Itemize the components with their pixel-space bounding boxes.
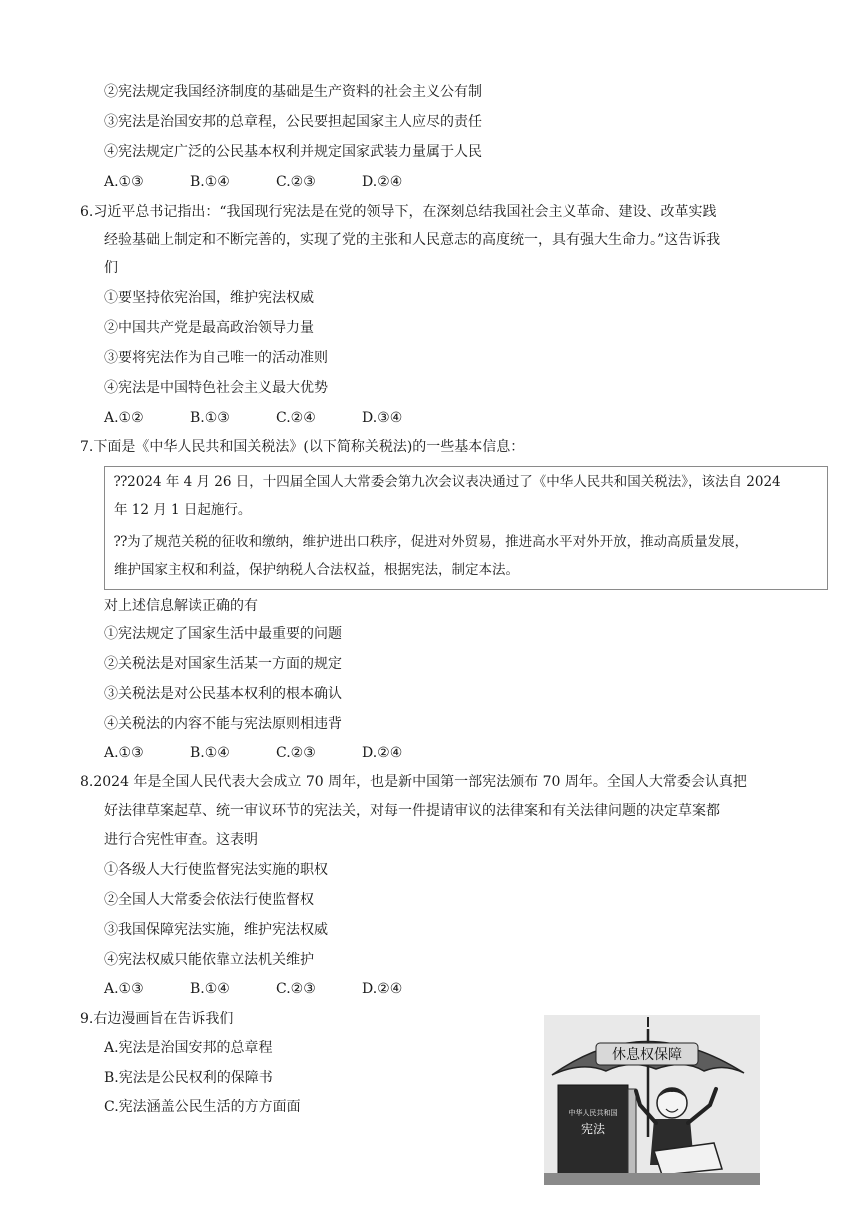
cartoon-drawing — [544, 1015, 760, 1185]
q5-statement-3: ③宪法是治国安邦的总章程，公民要担起国家主人应尽的责任 — [104, 114, 482, 130]
desk — [544, 1173, 760, 1185]
q8-option-a: A.①③ — [104, 981, 144, 997]
q8-stem-line-1: 8.2024 年是全国人民代表大会成立 70 周年，也是新中国第一部宪法颁布 70 周年。全国人大常委会认真把 — [80, 774, 747, 790]
q7-option-a: A.①③ — [104, 745, 144, 761]
q9-option-b: B.宪法是公民权利的保障书 — [104, 1070, 273, 1086]
q8-stem-line-2: 好法律草案起草、统一审议环节的宪法关，对每一件提请审议的法律案和有关法律问题的决定草案都 — [104, 803, 720, 819]
cartoon-illustration — [544, 1015, 760, 1185]
q5-options — [104, 172, 402, 192]
q7-box-line-2: 年 12 月 1 日起施行。 — [114, 502, 252, 518]
q8-option-c: C.②③ — [276, 981, 316, 997]
q7-question: 对上述信息解读正确的有 — [104, 598, 258, 614]
q7-statement-3: ③关税法是对公民基本权利的根本确认 — [104, 686, 342, 702]
q6-option-a: A.①② — [104, 410, 144, 426]
q5-statement-4: ④宪法规定广泛的公民基本权利并规定国家武装力量属于人民 — [104, 144, 482, 160]
person-head — [657, 1088, 687, 1118]
q8-statement-3: ③我国保障宪法实施，维护宪法权威 — [104, 922, 328, 938]
q8-stem-line-3: 进行合宪性审查。这表明 — [104, 832, 258, 848]
q6-options — [104, 408, 402, 428]
q5-option-a: A.①③ — [104, 174, 144, 190]
q8-statement-4: ④宪法权威只能依靠立法机关维护 — [104, 952, 314, 968]
q6-option-c: C.②④ — [276, 410, 316, 426]
q6-option-b: B.①③ — [190, 410, 230, 426]
q7-option-d: D.②④ — [362, 745, 403, 761]
q6-statement-2: ②中国共产党是最高政治领导力量 — [104, 320, 314, 336]
q5-option-d: D.②④ — [362, 174, 403, 190]
q9-option-c: C.宪法涵盖公民生活的方方面面 — [104, 1099, 301, 1115]
q9-stem: 9.右边漫画旨在告诉我们 — [80, 1011, 234, 1027]
q7-statement-1: ①宪法规定了国家生活中最重要的问题 — [104, 626, 342, 642]
book-title: 宪法 — [580, 1122, 606, 1136]
umbrella-label: 休息权保障 — [612, 1046, 682, 1062]
q5-option-b: B.①④ — [190, 174, 230, 190]
q9-option-a: A.宪法是治国安邦的总章程 — [104, 1040, 273, 1056]
q7-option-c: C.②③ — [276, 745, 316, 761]
q5-option-c: C.②③ — [276, 174, 316, 190]
q7-option-b: B.①④ — [190, 745, 230, 761]
q6-statement-1: ①要坚持依宪治国，维护宪法权威 — [104, 290, 314, 306]
q7-options — [104, 743, 402, 763]
q8-options — [104, 979, 402, 999]
q8-statement-2: ②全国人大常委会依法行使监督权 — [104, 892, 314, 908]
q7-box-line-4: 维护国家主权和利益，保护纳税人合法权益，根据宪法，制定本法。 — [114, 562, 519, 578]
q7-box-line-1: ⁇2024 年 4 月 26 日，十四届全国人大常委会第九次会议表决通过了《中华人民共和国关税法》，该法自 2024 — [114, 474, 781, 490]
q6-stem-line-1: 6.习近平总书记指出：“我国现行宪法是在党的领导下，在深刻总结我国社会主义革命、建设、改革实践 — [80, 204, 717, 220]
q6-stem-line-2: 经验基础上制定和不断完善的，实现了党的主张和人民意志的高度统一，具有强大生命力。”这告诉我 — [104, 232, 721, 248]
q6-option-d: D.③④ — [362, 410, 403, 426]
q7-stem: 7.下面是《中华人民共和国关税法》(以下简称关税法)的一些基本信息： — [80, 439, 525, 455]
q7-box-line-3: ⁇为了规范关税的征收和缴纳，维护进出口秩序，促进对外贸易，推进高水平对外开放，推动高质量发展， — [114, 534, 749, 550]
q7-statement-2: ②关税法是对国家生活某一方面的规定 — [104, 656, 342, 672]
q5-statement-2: ②宪法规定我国经济制度的基础是生产资料的社会主义公有制 — [104, 84, 482, 100]
book-pages — [628, 1089, 636, 1175]
q6-statement-4: ④宪法是中国特色社会主义最大优势 — [104, 380, 328, 396]
q6-statement-3: ③要将宪法作为自己唯一的活动准则 — [104, 350, 328, 366]
book-subtitle: 中华人民共和国 — [568, 1110, 618, 1117]
q8-option-d: D.②④ — [362, 981, 403, 997]
q6-stem-line-3: 们 — [104, 260, 118, 276]
q8-statement-1: ①各级人大行使监督宪法实施的职权 — [104, 862, 328, 878]
q8-option-b: B.①④ — [190, 981, 230, 997]
q7-statement-4: ④关税法的内容不能与宪法原则相违背 — [104, 716, 342, 732]
